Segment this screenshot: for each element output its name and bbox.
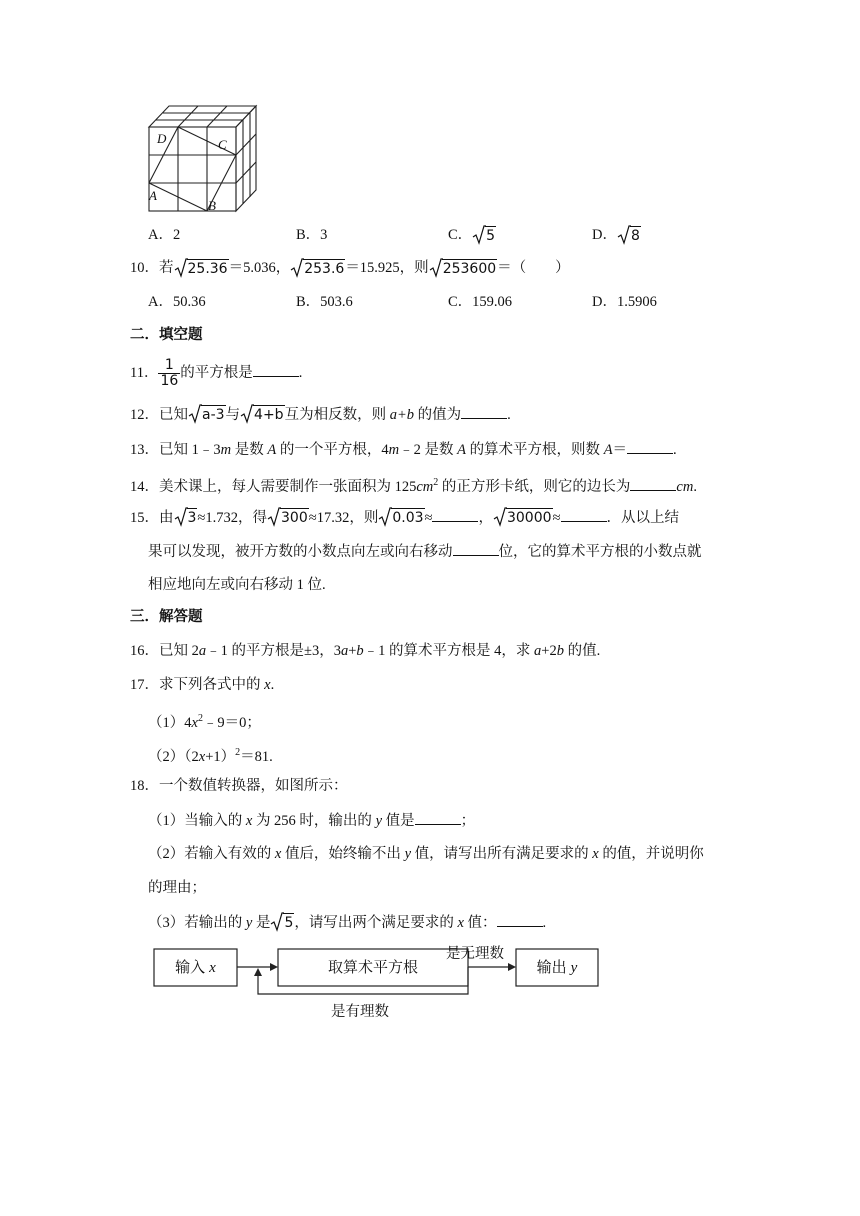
q10-option-a: A．50.36 [148, 294, 206, 310]
flowchart [150, 944, 610, 1028]
question-15-line-2: 果可以发现，被开方数的小数点向左或向右移动 位，它的算术平方根的小数点就 [148, 541, 702, 562]
answer-blank [253, 362, 299, 377]
q9-option-c: C． 5 [448, 227, 496, 244]
question-11: 11． $\frac{1}{16}$ 的平方根是 . [130, 357, 303, 390]
q10-option-c: C．159.06 [448, 294, 513, 310]
question-18-part-2-line-2: 的理由； [148, 880, 206, 896]
q9-option-a: A．2 [148, 227, 181, 243]
question-18-part-3: （3）若输出的 y 是 5，请写出两个满足要求的 x 值： . [148, 912, 546, 933]
cube-figure [145, 103, 265, 215]
q10-option-b: B．503.6 [296, 294, 353, 310]
answer-blank [561, 507, 607, 522]
section-3-heading: 三．解答题 [130, 609, 203, 625]
answer-blank [627, 439, 673, 454]
question-10: 10．若 25.36＝5.036， 253.6＝15.925，则 253600＝（ ） [130, 260, 570, 277]
q10-option-d: D．1.5906 [592, 294, 657, 310]
flowchart-irrational-label: 是无理数 [446, 946, 504, 962]
cube-label-a: A [149, 188, 157, 203]
answer-blank [432, 507, 478, 522]
answer-blank [461, 404, 507, 419]
question-17-part-2: $(2)(2x+1)^2=81$. [148, 747, 273, 765]
q9-option-d: D． 8 [592, 227, 640, 244]
flowchart-output-box: 输出 y [536, 958, 578, 976]
answer-blank [415, 810, 461, 825]
section-2-heading: 二．填空题 [130, 327, 203, 343]
question-14: 14．美术课上，每人需要制作一张面积为 $125cm^2$ 的正方形卡纸，则它的边长为 cm. [130, 477, 697, 495]
cube-label-c: C [218, 137, 227, 152]
answer-blank [497, 912, 543, 927]
question-18-part-1: （1）当输入的 x 为 256 时，输出的 y 值是 ； [148, 810, 475, 831]
flowchart-input-box: 输入 x [175, 958, 216, 976]
question-18-part-2: （2）若输入有效的 x 值后，始终输不出 y 值，请写出所有满足要求的 x 的值，并说明你 [148, 846, 704, 862]
question-15-line-3: 相应地向左或向右移动 1 位. [148, 577, 326, 593]
question-16: 16．已知 2a﹣1 的平方根是±3，3a+b﹣1 的算术平方根是 4，求 a+2b 的值. [130, 643, 601, 659]
answer-blank [453, 541, 499, 556]
cube-label-b: B [208, 198, 216, 213]
q9-option-b: B．3 [296, 227, 328, 243]
flowchart-rational-label: 是有理数 [331, 1004, 389, 1020]
flowchart-process-box: 取算术平方根 [327, 958, 418, 976]
cube-label-d: D [157, 131, 167, 146]
question-15: 15．由 3≈1.732，得 300≈17.32，则 0.03≈ ， 30000≈ ．从以上结 [130, 507, 679, 528]
answer-blank [630, 476, 676, 491]
question-12: 12．已知 a-3与 4+b互为相反数，则 a+b 的值为 . [130, 404, 511, 425]
question-17-part-1: $(1)4x^2﹣9=0$； [148, 713, 261, 731]
question-17: 17．求下列各式中的 x. [130, 677, 275, 693]
question-18: 18．一个数值转换器，如图所示： [130, 778, 348, 794]
question-13: 13．已知 1﹣3m 是数 A 的一个平方根，4m﹣2 是数 A 的算术平方根，则数 A＝ . [130, 439, 677, 460]
